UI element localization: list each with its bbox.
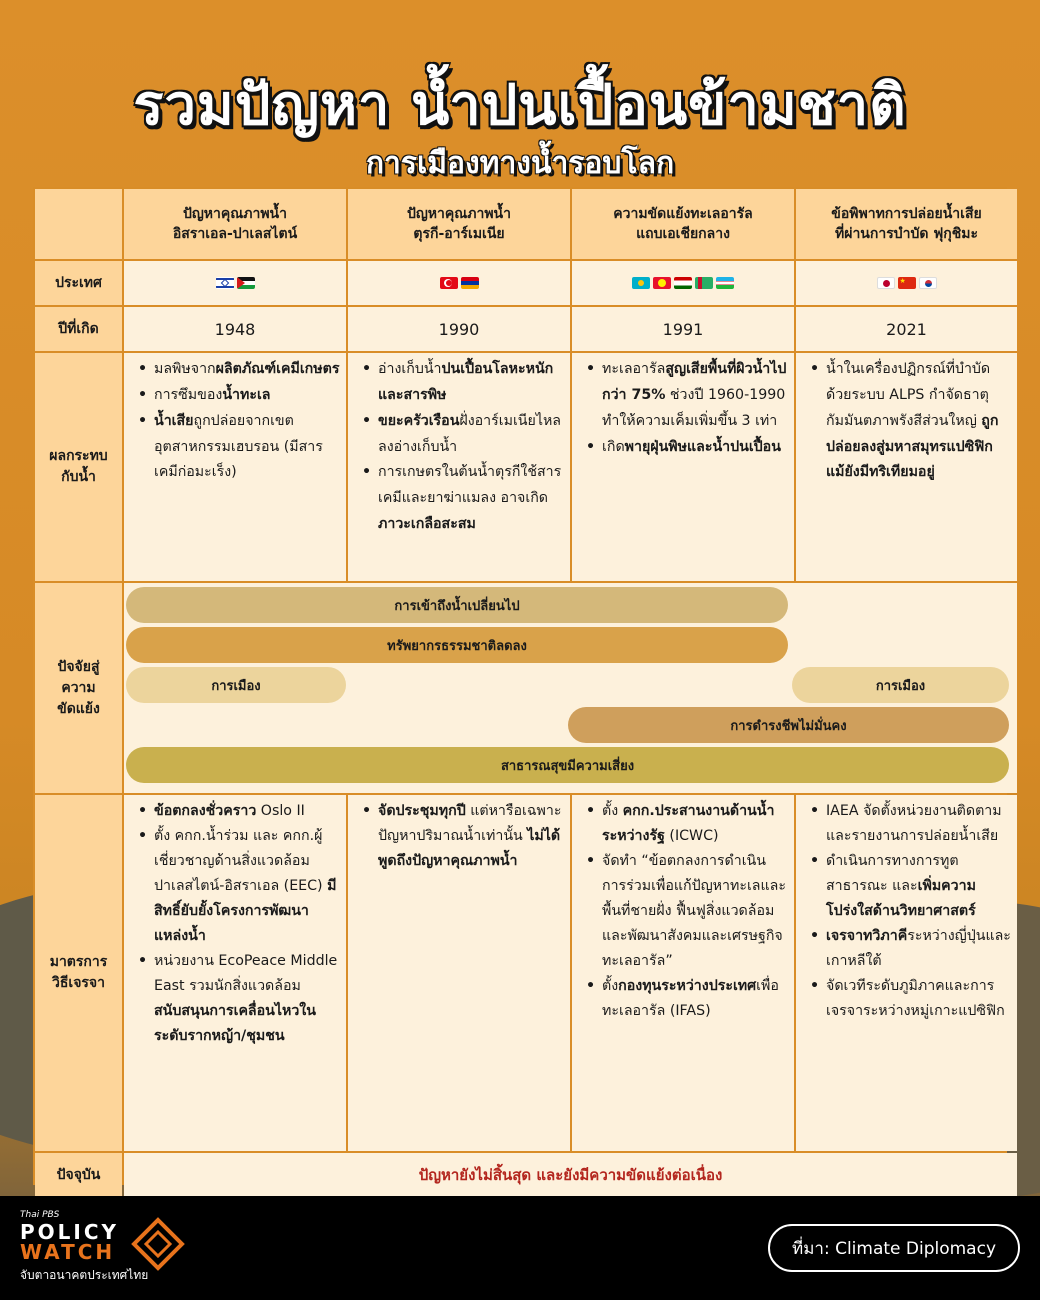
turkmenistan-flag-icon (695, 277, 713, 289)
uzbekistan-flag-icon (716, 277, 734, 289)
row-label-measures (35, 795, 122, 1151)
factors-area (124, 583, 1017, 793)
armenia-flag-icon (461, 277, 479, 289)
row-label-text: ปัจจัยสู่ ความ ขัดแย้ง (57, 658, 100, 717)
policy-watch-logo-icon (130, 1216, 186, 1272)
row-label-text: มาตรการ วิธีเจรจา (49, 954, 108, 991)
year-value: 1991 (572, 307, 794, 351)
page-subtitle: การเมืองทางน้ำรอบโลก (365, 146, 675, 181)
factor-resources-pill: ทรัพยากรธรรมชาติลดลง (126, 627, 788, 663)
list-item: • ตั้ง คกก.น้ำร่วม และ คกก.ผู้เชี่ยวชาญด้านสิ่งแวดล้อมปาเลสไตน์-อิสราเอล (EEC) มีสิทธิ์ยับยั้งโครงการพัฒนาแหล่งน้ำ (132, 824, 340, 949)
list-item: • เกิดพายุฝุ่นพิษและน้ำปนเปื้อน (580, 435, 788, 461)
kyrgyzstan-flag-icon (653, 277, 671, 289)
row-label-year: ปีที่เกิด (35, 307, 122, 351)
list-item: • ตั้งกองทุนระหว่างประเทศเพื่อทะเลอารัล (IFAS) (580, 974, 788, 1024)
list-item: • การเกษตรในต้นน้ำตุรกีใช้สารเคมีและยาฆ่าแมลง อาจเกิดภาวะเกลือสะสม (356, 460, 564, 538)
list-item: • น้ำในเครื่องปฏิกรณ์ที่บำบัดด้วยระบบ ALPS กำจัดธาตุกัมมันตภาพรังสีส่วนใหญ่ ถูกปล่อยลงสู่มหาสมุทรแปซิฟิก แม้ยังมีทริเทียมอยู่ (804, 357, 1011, 486)
factor-livelihood-pill: การดำรงชีพไม่มั่นคง (568, 707, 1009, 743)
impact-cell (348, 353, 570, 581)
china-flag-icon: ★ (898, 277, 916, 289)
factor-access-pill: การเข้าถึงน้ำเปลี่ยนไป (126, 587, 788, 623)
measures-cell (572, 795, 794, 1151)
row-label-text: ผลกระทบ กับน้ำ (49, 448, 108, 485)
list-item: • จัดประชุมทุกปี แต่หารือเฉพาะปัญหาปริมาณน้ำเท่านั้น ไม่ได้พูดถึงปัญหาคุณภาพน้ำ (356, 799, 564, 874)
column-header (124, 189, 346, 259)
column-header (348, 189, 570, 259)
list-item: • ดำเนินการทางการทูตสาธารณะ และเพิ่มความโปร่งใสด้านวิทยาศาสตร์ (804, 849, 1011, 924)
brand-line1: POLICY (20, 1220, 120, 1244)
turkey-flag-icon (440, 277, 458, 289)
source-badge: ที่มา: Climate Diplomacy (768, 1224, 1020, 1272)
south-korea-flag-icon (919, 277, 937, 289)
row-label-impact (35, 353, 122, 581)
row-label-current: ปัจจุบัน (35, 1153, 122, 1197)
list-item: • อ่างเก็บน้ำปนเปื้อนโลหะหนักและสารพิษ (356, 357, 564, 409)
brand-small-text: Thai PBS (20, 1210, 60, 1220)
list-item: • มลพิษจากผลิตภัณฑ์เคมีเกษตร (132, 357, 340, 383)
current-status: ปัญหายังไม่สิ้นสุด และยังมีความขัดแย้งต่อเนื่อง (124, 1153, 1017, 1197)
measures-cell (796, 795, 1017, 1151)
palestine-flag-icon (237, 277, 255, 289)
comparison-table (33, 187, 1011, 1185)
list-item: • IAEA จัดตั้งหน่วยงานติดตามและรายงานการปล่อยน้ำเสีย (804, 799, 1011, 849)
list-item: • หน่วยงาน EcoPeace Middle East รวมนักสิ่งแวดล้อมสนับสนุนการเคลื่อนไหวในระดับรากหญ้า/ชุมชน (132, 949, 340, 1049)
country-flags (796, 261, 1017, 305)
year-value: 1948 (124, 307, 346, 351)
list-item: • จัดทำ “ข้อตกลงการดำเนินการร่วมเพื่อแก้ปัญหาทะเลและพื้นที่ชายฝั่ง ฟื้นฟูสิ่งแวดล้อม และพัฒนาสังคมและเศรษฐกิจทะเลอารัล” (580, 849, 788, 974)
column-title: ข้อพิพาทการปล่อยน้ำเสีย ที่ผ่านการบำบัด ฟุกุชิมะ (831, 205, 982, 242)
list-item: • ทะเลอารัลสูญเสียพื้นที่ผิวน้ำไปกว่า 75% ช่วงปี 1960-1990 ทำให้ความเค็มเพิ่มขึ้น 3 เท่า (580, 357, 788, 435)
list-item: • จัดเวทีระดับภูมิภาคและการเจรจาระหว่างหมู่เกาะแปซิฟิก (804, 974, 1011, 1024)
list-item: • ข้อตกลงชั่วคราว Oslo II (132, 799, 340, 824)
column-header (796, 189, 1017, 259)
country-flags (124, 261, 346, 305)
tajikistan-flag-icon (674, 277, 692, 289)
list-item: • เจรจาทวิภาคีระหว่างญี่ปุ่นและเกาหลีใต้ (804, 924, 1011, 974)
list-item: • การซึมของน้ำทะเล (132, 383, 340, 409)
country-flags (348, 261, 570, 305)
brand-logo-text (20, 1222, 119, 1262)
israel-flag-icon (216, 277, 234, 289)
column-title: ความขัดแย้งทะเลอารัล แถบเอเชียกลาง (613, 205, 753, 242)
kazakhstan-flag-icon (632, 277, 650, 289)
measures-cell (124, 795, 346, 1151)
list-item: • ขยะครัวเรือนฝั่งอาร์เมเนียไหลลงอ่างเก็บน้ำ (356, 409, 564, 461)
impact-cell (124, 353, 346, 581)
list-item: • น้ำเสียถูกปล่อยจากเขตอุตสาหกรรมเฮบรอน (มีสารเคมีก่อมะเร็ง) (132, 409, 340, 487)
impact-cell (796, 353, 1017, 581)
factor-health-pill: สาธารณสุขมีความเสี่ยง (126, 747, 1009, 783)
column-header (572, 189, 794, 259)
year-value: 2021 (796, 307, 1017, 351)
row-label-country: ประเทศ (35, 261, 122, 305)
factor-politics-pill: การเมือง (126, 667, 346, 703)
column-title: ปัญหาคุณภาพน้ำ ตุรกี-อาร์เมเนีย (406, 205, 511, 242)
column-title: ปัญหาคุณภาพน้ำ อิสราเอล-ปาเลสไตน์ (172, 205, 298, 242)
page-title: รวมปัญหา น้ำปนเปื้อนข้ามชาติ (133, 73, 907, 138)
brand-tagline: จับตาอนาคตประเทศไทย (20, 1268, 149, 1282)
japan-flag-icon (877, 277, 895, 289)
factor-politics-pill: การเมือง (792, 667, 1009, 703)
row-label-factors (35, 583, 122, 793)
brand-line2: WATCH (20, 1240, 116, 1264)
list-item: • ตั้ง คกก.ประสานงานด้านน้ำระหว่างรัฐ (ICWC) (580, 799, 788, 849)
measures-cell (348, 795, 570, 1151)
corner-cell (35, 189, 122, 259)
impact-cell (572, 353, 794, 581)
year-value: 1990 (348, 307, 570, 351)
country-flags (572, 261, 794, 305)
